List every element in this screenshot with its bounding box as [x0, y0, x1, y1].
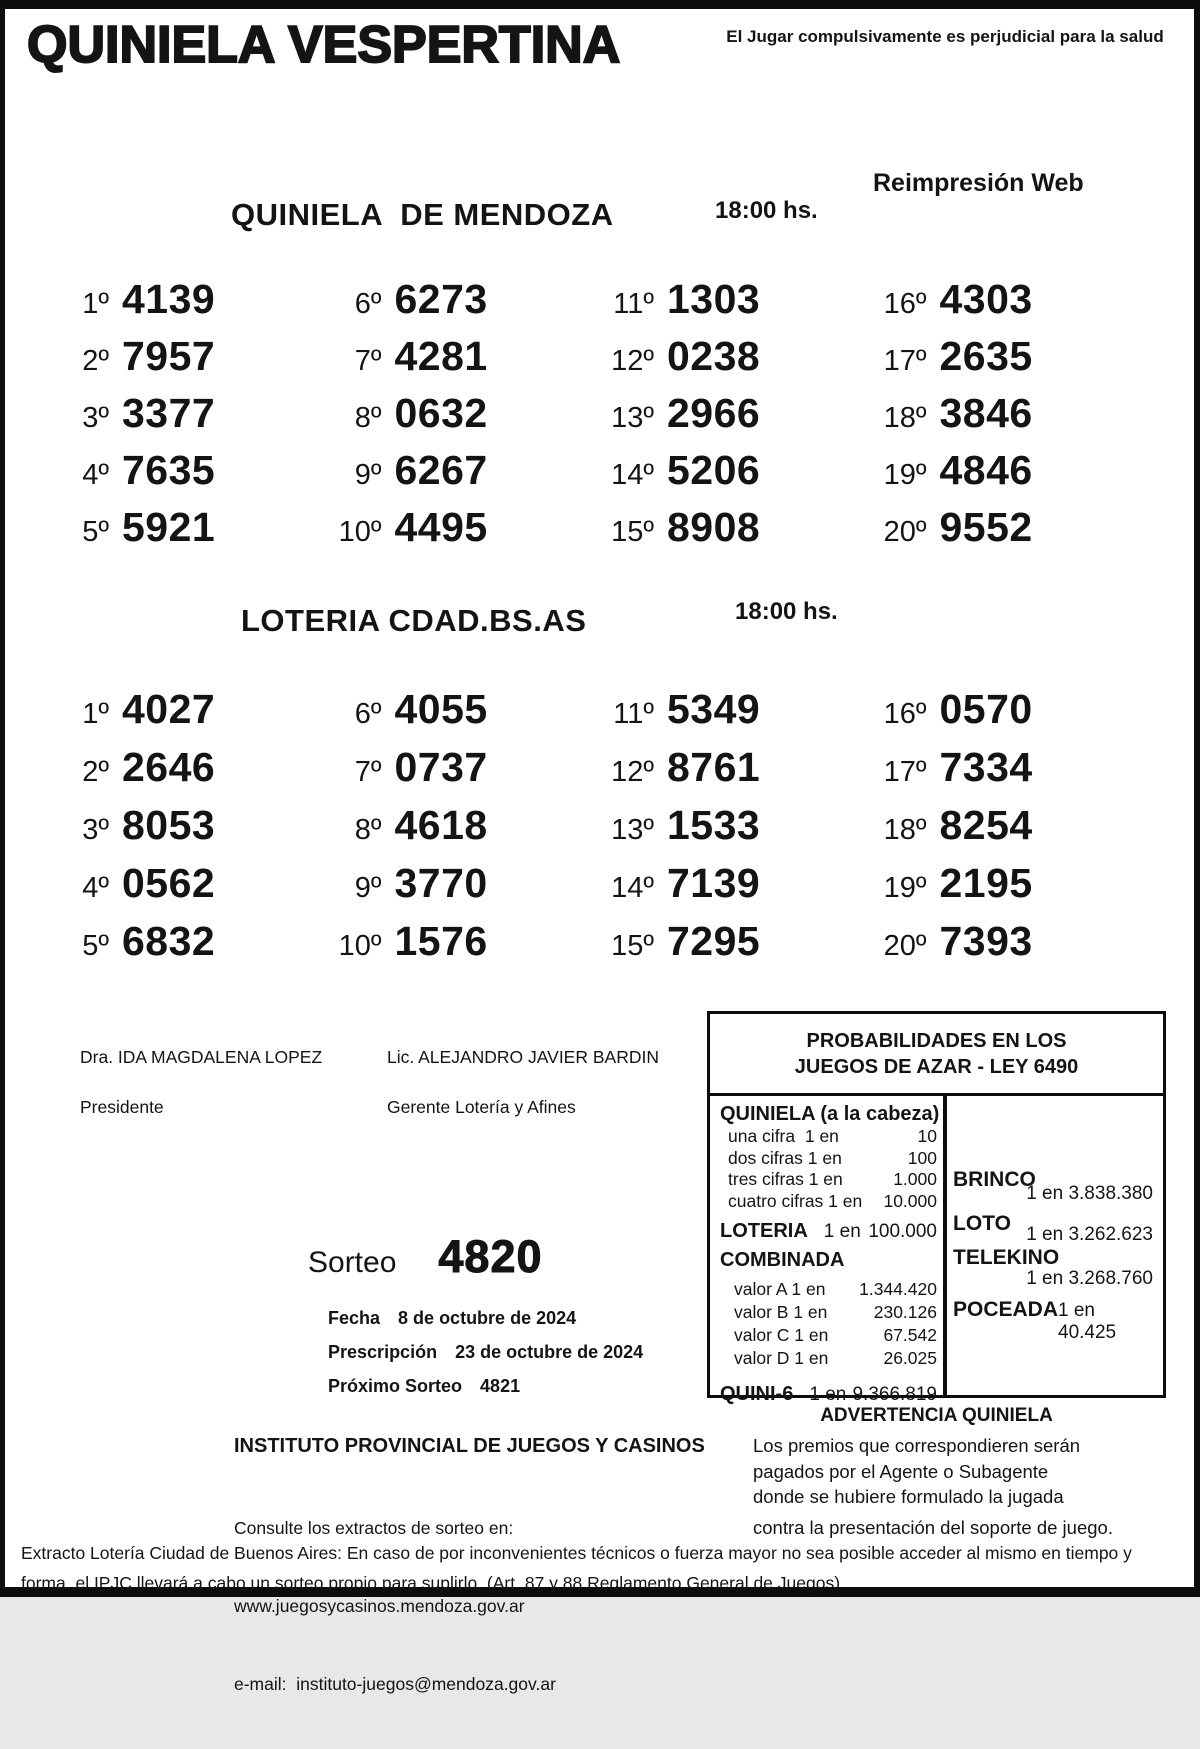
- result-number: 0238: [667, 333, 761, 379]
- result-position: 4º: [82, 459, 109, 491]
- bsas-results-grid: [43, 681, 1133, 971]
- result-number: 0570: [939, 686, 1033, 732]
- section-time-mendoza: 18:00 hs.: [715, 197, 818, 224]
- game-name: LOTERIA: [720, 1220, 808, 1242]
- odds-value: 1 en 3.262.623: [1026, 1224, 1153, 1245]
- result-position: 8º: [354, 814, 382, 846]
- result-cell: [588, 499, 861, 556]
- result-position: 5º: [82, 930, 109, 962]
- result-number: 4618: [394, 802, 488, 848]
- result-number: 8761: [667, 744, 761, 790]
- draw-date-label: Fecha: [328, 1308, 381, 1328]
- advertencia-line: pagados por el Agente o Subagente: [753, 1460, 1049, 1482]
- official-role: Presidente: [80, 1097, 164, 1117]
- result-number: 7334: [939, 744, 1033, 790]
- institute-name: INSTITUTO PROVINCIAL DE JUEGOS Y CASINOS: [234, 1435, 705, 1457]
- result-number: 8254: [939, 802, 1033, 848]
- result-cell: [316, 271, 589, 328]
- result-number: 7295: [667, 918, 761, 964]
- advertencia-title: ADVERTENCIA QUINIELA: [820, 1405, 1053, 1426]
- result-number: 5349: [667, 686, 761, 732]
- loteria-odds-row: [720, 1220, 937, 1243]
- result-cell: [588, 797, 861, 855]
- result-position: 7º: [354, 345, 382, 377]
- institute-consult-line: Consulte los extractos de sorteo en:: [234, 1518, 514, 1538]
- result-number: 1576: [394, 918, 488, 964]
- result-cell: [588, 739, 861, 797]
- result-cell: [861, 913, 1134, 971]
- result-position: 13º: [611, 402, 654, 434]
- next-draw-row: [308, 1355, 520, 1418]
- result-cell: [588, 855, 861, 913]
- result-position: 5º: [82, 516, 109, 548]
- official-name: Dra. IDA MAGDALENA LOPEZ: [80, 1047, 323, 1067]
- result-position: 20º: [883, 516, 927, 548]
- odds-value: 230.126: [873, 1302, 937, 1322]
- result-number: 4495: [394, 504, 488, 550]
- result-position: 19º: [883, 459, 927, 491]
- institute-info: [234, 1463, 556, 1749]
- result-position: 4º: [82, 872, 109, 904]
- result-position: 3º: [82, 402, 109, 434]
- result-position: 18º: [883, 814, 927, 846]
- result-position: 9º: [354, 872, 382, 904]
- result-cell: [316, 797, 589, 855]
- result-number: 5206: [667, 447, 761, 493]
- result-number: 9552: [939, 504, 1033, 550]
- result-cell: [316, 913, 589, 971]
- odds-value: 1.000: [893, 1169, 937, 1189]
- result-number: 3846: [939, 390, 1033, 436]
- result-position: 15º: [611, 930, 654, 962]
- result-number: 4139: [122, 276, 216, 322]
- odds-ratio: 1 en: [823, 1221, 861, 1242]
- result-cell: [316, 499, 589, 556]
- result-cell: [588, 271, 861, 328]
- result-number: 0737: [394, 744, 488, 790]
- game-name: LOTO: [953, 1212, 1011, 1235]
- result-position: 13º: [611, 814, 654, 846]
- odds-row: [720, 1347, 937, 1370]
- odds-label: dos cifras 1 en: [728, 1147, 842, 1168]
- result-number: 7957: [122, 333, 216, 379]
- probabilities-title: [710, 1014, 1163, 1096]
- footer-legal-text: Extracto Lotería Ciudad de Buenos Aires: En caso de por inconvenientes técnicos o fuerza mayor no sea posible acceder al mismo en tiempo y forma, el IPJC llevará a cabo un sorteo propio para suplirlo. (Art. 87 y 88 Reglamento General de Juegos): [21, 1543, 1132, 1593]
- official-role: Gerente Lotería y Afines: [387, 1097, 576, 1117]
- result-position: 16º: [883, 698, 927, 730]
- result-number: 4281: [394, 333, 488, 379]
- draw-prescription-label: Prescripción: [328, 1342, 438, 1362]
- poceada-odds: [953, 1298, 1155, 1344]
- result-cell: [316, 681, 589, 739]
- result-position: 11º: [613, 288, 654, 320]
- odds-row: [720, 1301, 937, 1324]
- result-cell: [43, 328, 316, 385]
- result-cell: [861, 797, 1134, 855]
- brinco-odds: [953, 1168, 1155, 1212]
- result-position: 17º: [883, 345, 927, 377]
- section-title-mendoza: QUINIELA DE MENDOZA: [231, 197, 614, 232]
- result-cell: [861, 442, 1134, 499]
- result-cell: [861, 271, 1134, 328]
- result-position: 20º: [883, 930, 927, 962]
- odds-row: [720, 1126, 937, 1148]
- result-position: 7º: [354, 756, 382, 788]
- result-number: 8908: [667, 504, 761, 550]
- result-cell: [588, 913, 861, 971]
- result-position: 19º: [883, 872, 927, 904]
- institute-email: e-mail: instituto-juegos@mendoza.gov.ar: [234, 1674, 556, 1694]
- odds-row: [720, 1324, 937, 1347]
- result-position: 14º: [611, 872, 654, 904]
- result-number: 4846: [939, 447, 1033, 493]
- result-cell: [43, 442, 316, 499]
- result-position: 10º: [338, 930, 382, 962]
- odds-value: 1 en 3.838.380: [1026, 1183, 1153, 1204]
- result-cell: [861, 328, 1134, 385]
- odds-label: cuatro cifras 1 en: [728, 1190, 863, 1211]
- draw-number-value: 4820: [438, 1231, 543, 1282]
- game-name: BRINCO: [953, 1168, 1036, 1191]
- result-cell: [861, 855, 1134, 913]
- result-position: 9º: [354, 459, 382, 491]
- result-cell: [43, 271, 316, 328]
- result-number: 2195: [939, 860, 1033, 906]
- reprint-web-label: Reimpresión Web: [873, 169, 1084, 197]
- draw-number-label: Sorteo: [308, 1246, 397, 1279]
- odds-row: [720, 1169, 937, 1191]
- result-number: 3377: [122, 390, 216, 436]
- result-cell: [316, 855, 589, 913]
- result-number: 3770: [394, 860, 488, 906]
- odds-value: 1 en 40.425: [1058, 1300, 1117, 1343]
- loto-odds: [953, 1212, 1155, 1246]
- result-number: 7635: [122, 447, 216, 493]
- draw-prescription-value: 23 de octubre de 2024: [455, 1342, 644, 1362]
- odds-label: valor C 1 en: [734, 1325, 829, 1345]
- result-position: 8º: [354, 402, 382, 434]
- next-draw-value: 4821: [480, 1376, 521, 1396]
- result-number: 6267: [394, 447, 488, 493]
- odds-label: valor B 1 en: [734, 1302, 828, 1322]
- quiniela-odds-header: QUINIELA (a la cabeza): [720, 1103, 940, 1125]
- odds-value: 1 en 3.268.760: [1026, 1268, 1153, 1289]
- result-number: 0632: [394, 390, 488, 436]
- odds-value: 1.344.420: [859, 1279, 937, 1299]
- result-cell: [861, 499, 1134, 556]
- result-number: 1533: [667, 802, 761, 848]
- result-cell: [43, 385, 316, 442]
- result-position: 12º: [611, 345, 654, 377]
- official-name: Lic. ALEJANDRO JAVIER BARDIN: [387, 1047, 659, 1067]
- probabilities-title-line2: JUEGOS DE AZAR - LEY 6490: [794, 1056, 1079, 1078]
- result-position: 3º: [82, 814, 109, 846]
- result-number: 2966: [667, 390, 761, 436]
- institute-website: www.juegosycasinos.mendoza.gov.ar: [234, 1596, 525, 1616]
- result-cell: [588, 385, 861, 442]
- advertencia-line: Los premios que correspondieren serán: [753, 1435, 1081, 1456]
- odds-label: valor A 1 en: [734, 1279, 826, 1299]
- probabilities-right-column: [947, 1096, 1163, 1395]
- odds-row: [720, 1278, 937, 1301]
- result-cell: [316, 739, 589, 797]
- health-warning: El Jugar compulsivamente es perjudicial para la salud: [726, 27, 1164, 46]
- odds-ratio: 1 en: [809, 1384, 847, 1405]
- result-cell: [43, 739, 316, 797]
- probabilities-body: [710, 1096, 1163, 1405]
- result-number: 2646: [122, 744, 216, 790]
- odds-value: 100.000: [868, 1221, 937, 1242]
- odds-label: valor D 1 en: [734, 1348, 829, 1368]
- result-position: 1º: [82, 288, 109, 320]
- odds-value: 26.025: [883, 1348, 937, 1368]
- result-cell: [861, 385, 1134, 442]
- telekino-odds: [953, 1246, 1155, 1298]
- result-position: 17º: [883, 756, 927, 788]
- result-number: 4303: [939, 276, 1033, 322]
- result-number: 8053: [122, 802, 216, 848]
- result-cell: [588, 681, 861, 739]
- result-number: 7393: [939, 918, 1033, 964]
- probabilities-box: [707, 1011, 1166, 1405]
- result-cell: [861, 681, 1134, 739]
- result-position: 2º: [82, 345, 109, 377]
- odds-label: una cifra 1 en: [728, 1126, 839, 1146]
- odds-value: 9.366.819: [852, 1384, 937, 1405]
- result-position: 1º: [82, 698, 109, 730]
- result-cell: [43, 499, 316, 556]
- combinada-odds-header: COMBINADA: [720, 1249, 845, 1271]
- result-position: 16º: [883, 288, 927, 320]
- result-cell: [861, 739, 1134, 797]
- page-title: QUINIELA VESPERTINA: [27, 16, 621, 74]
- result-number: 6832: [122, 918, 216, 964]
- section-title-bsas: LOTERIA CDAD.BS.AS: [241, 603, 587, 638]
- game-name: QUINI-6: [720, 1383, 794, 1405]
- draw-number-row: [308, 1231, 543, 1283]
- odds-row: [720, 1191, 937, 1213]
- probabilities-title-line1: PROBABILIDADES EN LOS: [806, 1030, 1067, 1052]
- result-cell: [43, 913, 316, 971]
- odds-row: [720, 1148, 937, 1170]
- odds-value: 100: [907, 1147, 937, 1168]
- advertencia-text: [753, 1433, 1153, 1540]
- result-cell: [588, 442, 861, 499]
- odds-value: 10.000: [883, 1190, 937, 1211]
- result-number: 5921: [122, 504, 216, 550]
- mendoza-results-grid: [43, 271, 1133, 556]
- advertencia-line: donde se hubiere formulado la jugada: [753, 1486, 1064, 1507]
- result-cell: [316, 328, 589, 385]
- next-draw-label: Próximo Sorteo: [328, 1376, 463, 1396]
- odds-label: tres cifras 1 en: [728, 1169, 843, 1189]
- result-number: 1303: [667, 276, 761, 322]
- section-time-bsas: 18:00 hs.: [735, 598, 838, 625]
- result-position: 6º: [354, 698, 382, 730]
- result-cell: [316, 442, 589, 499]
- result-number: 4027: [122, 686, 216, 732]
- result-cell: [43, 855, 316, 913]
- draw-date-value: 8 de octubre de 2024: [398, 1308, 577, 1328]
- result-position: 2º: [82, 756, 109, 788]
- advertencia-line: contra la presentación del soporte de juego.: [753, 1516, 1113, 1538]
- probabilities-left-column: [710, 1096, 947, 1405]
- result-number: 7139: [667, 860, 761, 906]
- odds-value: 67.542: [883, 1325, 937, 1345]
- quini6-odds-row: [720, 1383, 937, 1406]
- result-position: 18º: [883, 402, 927, 434]
- result-number: 0562: [122, 860, 216, 906]
- result-position: 12º: [611, 756, 654, 788]
- result-cell: [43, 681, 316, 739]
- result-cell: [316, 385, 589, 442]
- game-name: TELEKINO: [953, 1246, 1060, 1269]
- result-position: 14º: [611, 459, 654, 491]
- result-position: 10º: [338, 516, 382, 548]
- result-cell: [588, 328, 861, 385]
- game-name: POCEADA: [953, 1298, 1059, 1321]
- result-position: 15º: [611, 516, 654, 548]
- odds-value: 10: [917, 1126, 937, 1146]
- result-number: 4055: [394, 686, 488, 732]
- result-cell: [43, 797, 316, 855]
- result-number: 6273: [394, 276, 488, 322]
- result-position: 11º: [613, 698, 654, 730]
- result-number: 2635: [939, 333, 1033, 379]
- result-position: 6º: [354, 288, 382, 320]
